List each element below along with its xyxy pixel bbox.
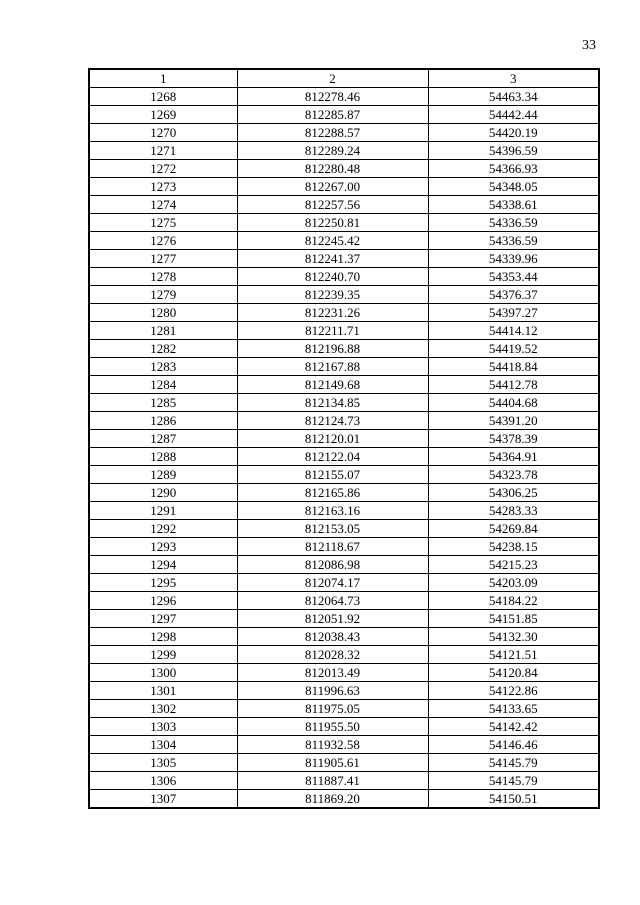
table-cell-col-2: 812167.88: [237, 358, 428, 376]
column-header-1: 1: [89, 69, 237, 88]
table-cell-col-1: 1271: [89, 142, 237, 160]
table-cell-col-2: 812240.70: [237, 268, 428, 286]
table-cell-col-3: 54146.46: [428, 736, 599, 754]
table-row: [89, 556, 599, 574]
table-cell-col-3: 54338.61: [428, 196, 599, 214]
table-cell-col-2: 812241.37: [237, 250, 428, 268]
table-cell-col-3: 54404.68: [428, 394, 599, 412]
table-cell-col-2: 811955.50: [237, 718, 428, 736]
table-cell-col-2: 812165.86: [237, 484, 428, 502]
table-cell-col-1: 1304: [89, 736, 237, 754]
table-row: [89, 304, 599, 322]
column-header-2: 2: [237, 69, 428, 88]
table-cell-col-3: 54420.19: [428, 124, 599, 142]
table-cell-col-1: 1284: [89, 376, 237, 394]
table-cell-col-2: 812122.04: [237, 448, 428, 466]
table-cell-col-3: 54151.85: [428, 610, 599, 628]
table-cell-col-3: 54269.84: [428, 520, 599, 538]
table-cell-col-3: 54336.59: [428, 232, 599, 250]
table-cell-col-3: 54396.59: [428, 142, 599, 160]
table-cell-col-2: 812038.43: [237, 628, 428, 646]
table-cell-col-3: 54132.30: [428, 628, 599, 646]
table-row: [89, 772, 599, 790]
table-cell-col-3: 54215.23: [428, 556, 599, 574]
column-header-3: 3: [428, 69, 599, 88]
table-cell-col-2: 812118.67: [237, 538, 428, 556]
table-row: [89, 142, 599, 160]
table-row: [89, 538, 599, 556]
header-row: [89, 69, 599, 88]
table-cell-col-1: 1300: [89, 664, 237, 682]
table-cell-col-3: 54442.44: [428, 106, 599, 124]
table-cell-col-3: 54121.51: [428, 646, 599, 664]
table-row: [89, 754, 599, 772]
table-cell-col-3: 54376.37: [428, 286, 599, 304]
table-cell-col-2: 812245.42: [237, 232, 428, 250]
table-cell-col-2: 812211.71: [237, 322, 428, 340]
table-row: [89, 610, 599, 628]
table-cell-col-3: 54133.65: [428, 700, 599, 718]
table-row: [89, 178, 599, 196]
page-number: 33: [582, 38, 596, 53]
table-row: [89, 412, 599, 430]
table-row: [89, 268, 599, 286]
table-cell-col-3: 54397.27: [428, 304, 599, 322]
table-cell-col-3: 54122.86: [428, 682, 599, 700]
table-cell-col-1: 1302: [89, 700, 237, 718]
table-cell-col-1: 1277: [89, 250, 237, 268]
table-row: [89, 376, 599, 394]
table-cell-col-1: 1289: [89, 466, 237, 484]
table-cell-col-1: 1268: [89, 88, 237, 106]
table-row: [89, 592, 599, 610]
table-cell-col-1: 1282: [89, 340, 237, 358]
table-cell-col-1: 1274: [89, 196, 237, 214]
table-row: [89, 124, 599, 142]
table-cell-col-3: 54150.51: [428, 790, 599, 809]
table-cell-col-2: 812153.05: [237, 520, 428, 538]
table-cell-col-3: 54283.33: [428, 502, 599, 520]
table-cell-col-1: 1295: [89, 574, 237, 592]
table-cell-col-1: 1291: [89, 502, 237, 520]
table-row: [89, 160, 599, 178]
table-cell-col-2: 812028.32: [237, 646, 428, 664]
table-cell-col-2: 811996.63: [237, 682, 428, 700]
table-row: [89, 520, 599, 538]
table-cell-col-1: 1299: [89, 646, 237, 664]
table-cell-col-1: 1283: [89, 358, 237, 376]
table-row: [89, 286, 599, 304]
table-row: [89, 448, 599, 466]
table-cell-col-1: 1287: [89, 430, 237, 448]
table-cell-col-2: 812086.98: [237, 556, 428, 574]
table-cell-col-2: 812257.56: [237, 196, 428, 214]
table-cell-col-2: 812239.35: [237, 286, 428, 304]
table-cell-col-1: 1296: [89, 592, 237, 610]
table-row: [89, 88, 599, 106]
table-cell-col-1: 1290: [89, 484, 237, 502]
table-cell-col-1: 1278: [89, 268, 237, 286]
table-row: [89, 646, 599, 664]
table-cell-col-1: 1269: [89, 106, 237, 124]
table-cell-col-2: 811975.05: [237, 700, 428, 718]
table-cell-col-3: 54418.84: [428, 358, 599, 376]
table-cell-col-3: 54378.39: [428, 430, 599, 448]
table-row: [89, 214, 599, 232]
table-cell-col-1: 1306: [89, 772, 237, 790]
table-cell-col-3: 54364.91: [428, 448, 599, 466]
table-cell-col-2: 812250.81: [237, 214, 428, 232]
table-cell-col-3: 54336.59: [428, 214, 599, 232]
table-row: [89, 484, 599, 502]
table-cell-col-3: 54391.20: [428, 412, 599, 430]
table-cell-col-2: 812288.57: [237, 124, 428, 142]
table-cell-col-3: 54366.93: [428, 160, 599, 178]
table-row: [89, 340, 599, 358]
table-cell-col-3: 54414.12: [428, 322, 599, 340]
table-cell-col-2: 812278.46: [237, 88, 428, 106]
table-cell-col-1: 1307: [89, 790, 237, 809]
table-cell-col-2: 812289.24: [237, 142, 428, 160]
table-header: [89, 69, 599, 88]
table-cell-col-3: 54120.84: [428, 664, 599, 682]
table-cell-col-1: 1297: [89, 610, 237, 628]
table-row: [89, 106, 599, 124]
table-cell-col-2: 812285.87: [237, 106, 428, 124]
table-cell-col-1: 1292: [89, 520, 237, 538]
table-cell-col-1: 1286: [89, 412, 237, 430]
table-cell-col-2: 812064.73: [237, 592, 428, 610]
table-cell-col-1: 1294: [89, 556, 237, 574]
table-cell-col-3: 54184.22: [428, 592, 599, 610]
table-cell-col-2: 812280.48: [237, 160, 428, 178]
table-cell-col-1: 1279: [89, 286, 237, 304]
table-cell-col-1: 1285: [89, 394, 237, 412]
table-cell-col-3: 54348.05: [428, 178, 599, 196]
table-row: [89, 466, 599, 484]
table-cell-col-3: 54323.78: [428, 466, 599, 484]
table-cell-col-2: 812051.92: [237, 610, 428, 628]
table-row: [89, 322, 599, 340]
table-cell-col-3: 54353.44: [428, 268, 599, 286]
table-cell-col-3: 54145.79: [428, 754, 599, 772]
table-cell-col-1: 1305: [89, 754, 237, 772]
table-cell-col-3: 54463.34: [428, 88, 599, 106]
table-cell-col-3: 54419.52: [428, 340, 599, 358]
table-cell-col-1: 1270: [89, 124, 237, 142]
table-cell-col-2: 812120.01: [237, 430, 428, 448]
table-cell-col-2: 812074.17: [237, 574, 428, 592]
table-cell-col-2: 812124.73: [237, 412, 428, 430]
table-cell-col-2: 812155.07: [237, 466, 428, 484]
table-cell-col-1: 1275: [89, 214, 237, 232]
table-cell-col-2: 811869.20: [237, 790, 428, 809]
table-row: [89, 790, 599, 809]
table-cell-col-2: 812134.85: [237, 394, 428, 412]
table-row: [89, 232, 599, 250]
table-cell-col-1: 1273: [89, 178, 237, 196]
coordinates-table: [88, 68, 600, 809]
table-cell-col-1: 1281: [89, 322, 237, 340]
table-row: [89, 196, 599, 214]
table-row: [89, 664, 599, 682]
table-cell-col-1: 1280: [89, 304, 237, 322]
table-cell-col-2: 811905.61: [237, 754, 428, 772]
table-cell-col-1: 1272: [89, 160, 237, 178]
table-row: [89, 682, 599, 700]
table-body: [89, 88, 599, 809]
table-row: [89, 430, 599, 448]
table-cell-col-2: 812163.16: [237, 502, 428, 520]
table-row: [89, 358, 599, 376]
table-cell-col-1: 1301: [89, 682, 237, 700]
table-cell-col-2: 811887.41: [237, 772, 428, 790]
table-cell-col-1: 1298: [89, 628, 237, 646]
table-row: [89, 394, 599, 412]
table-row: [89, 502, 599, 520]
table-row: [89, 718, 599, 736]
table-cell-col-1: 1293: [89, 538, 237, 556]
table-cell-col-3: 54306.25: [428, 484, 599, 502]
table-cell-col-2: 812013.49: [237, 664, 428, 682]
table-cell-col-2: 811932.58: [237, 736, 428, 754]
table-row: [89, 736, 599, 754]
table-cell-col-3: 54203.09: [428, 574, 599, 592]
table-cell-col-2: 812196.88: [237, 340, 428, 358]
table-cell-col-1: 1276: [89, 232, 237, 250]
table-row: [89, 250, 599, 268]
table-cell-col-3: 54145.79: [428, 772, 599, 790]
table-cell-col-2: 812267.00: [237, 178, 428, 196]
table-cell-col-3: 54412.78: [428, 376, 599, 394]
table-row: [89, 700, 599, 718]
table-cell-col-1: 1288: [89, 448, 237, 466]
table-cell-col-3: 54142.42: [428, 718, 599, 736]
table-cell-col-2: 812231.26: [237, 304, 428, 322]
table-cell-col-1: 1303: [89, 718, 237, 736]
table-cell-col-3: 54339.96: [428, 250, 599, 268]
table-cell-col-3: 54238.15: [428, 538, 599, 556]
table-row: [89, 574, 599, 592]
table-cell-col-2: 812149.68: [237, 376, 428, 394]
table-row: [89, 628, 599, 646]
